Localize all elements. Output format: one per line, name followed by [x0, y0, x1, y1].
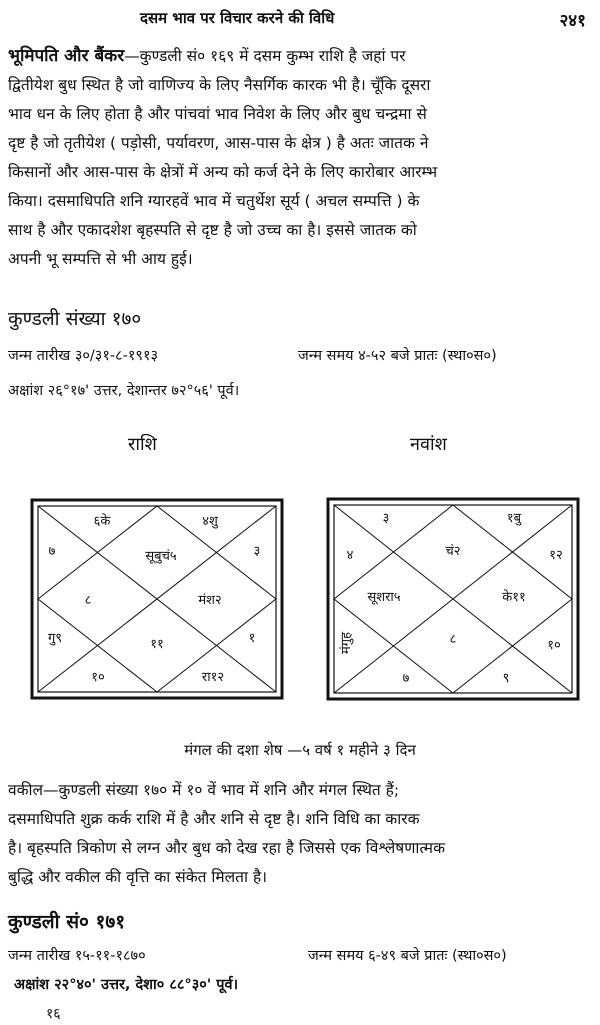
house-cell: ३ — [382, 511, 390, 526]
para-line: द्वितीयेश बुध स्थित है जो वाणिज्य के लिए नैसर्गिक कारक भी है। चूँकि दूसरा — [8, 76, 431, 94]
house-cell: ३ — [253, 544, 261, 559]
coordinates-170: अक्षांश २६°१७' उत्तर, देशान्तर ७२°५६' पूर्व। — [8, 383, 240, 399]
house-cell: ४ — [346, 548, 354, 563]
house-cell: ८ — [84, 593, 92, 608]
kundali-170-heading: कुण्डली संख्या १७० — [8, 308, 142, 330]
dasha-remaining: मंगल की दशा शेष —५ वर्ष १ महीने ३ दिन — [184, 741, 416, 759]
para-line — [8, 42, 590, 71]
page-header — [0, 8, 600, 34]
house-cell: के११ — [502, 590, 526, 605]
house-cell: चं२ — [445, 544, 461, 559]
para-line: भाव धन के लिए होता है और पांचवां भाव निवेश के लिए और बुध चन्द्रमा से — [8, 105, 427, 123]
kundali-171-heading: कुण्डली सं० १७१ — [8, 911, 126, 933]
paragraph-landowner-banker — [8, 42, 590, 274]
house-cell: ७ — [402, 671, 410, 686]
house-cell: १० — [547, 638, 561, 653]
para-line: दसमाधिपति शुक्र कर्क राशि में है और शनि से दृष्ट है। शनि विधि का कारक — [8, 810, 420, 828]
house-cell: १२ — [549, 548, 563, 563]
para-line: साथ है और एकादशेश बृहस्पति से दृष्ट है जो उच्च का है। इससे जातक को — [8, 221, 417, 239]
para-line: दृष्ट है जो तृतीयेश ( पड़ोसी, पर्यावरण, आस-पास के क्षेत्र ) है अतः जातक ने — [8, 134, 429, 152]
house-cell: गु९ — [47, 631, 63, 646]
navamsha-chart — [326, 497, 580, 701]
para-line: है। बृहस्पति त्रिकोण से लग्न और बुध को देख रहा है जिससे एक विश्लेषणात्मक — [8, 839, 445, 857]
house-cell: ७ — [48, 544, 56, 559]
section-lead: वकील — [8, 781, 44, 799]
signature-mark: १६ — [46, 1006, 61, 1022]
birth-date-170: जन्म तारीख ३०/३१-८-१९१३ — [8, 348, 159, 364]
house-cell: ४शु — [202, 514, 218, 529]
rashi-chart — [30, 498, 284, 700]
paragraph-lawyer — [8, 776, 590, 892]
house-cell: ६के — [93, 514, 111, 529]
navamsha-label: नवांश — [410, 434, 447, 455]
para-line — [8, 776, 590, 805]
para-text: —कुण्डली संख्या १७० में १० वें भाव में शनि और मंगल स्थित हैं; — [43, 781, 400, 799]
page-number: २४१ — [559, 11, 586, 31]
house-cell: सूशरा५ — [367, 590, 401, 605]
rashi-label: राशि — [128, 434, 157, 455]
house-cell: मंश२ — [198, 593, 222, 608]
para-line: बुद्धि और वकील की वृत्ति का संकेत मिलता है। — [8, 868, 268, 886]
house-cell: रा१२ — [201, 670, 225, 685]
section-lead: भूमिपति और बैंकर — [8, 46, 125, 66]
birth-date-171: जन्म तारीख १५-११-१८७० — [8, 948, 146, 964]
birth-time-171: जन्म समय ६-४९ बजे प्रातः (स्था०स०) — [308, 948, 507, 964]
house-cell: ११ — [150, 637, 164, 652]
house-cell: मंगुह — [339, 632, 354, 654]
house-cell: १ — [248, 631, 256, 646]
para-line: अपनी भू सम्पत्ति से भी आय हुई। — [8, 250, 193, 268]
coordinates-171: अक्षांश २२°४०' उत्तर, देशा० ८८°३०' पूर्व। — [14, 977, 239, 993]
house-cell: ८ — [449, 632, 457, 647]
birth-time-170: जन्म समय ४-५२ बजे प्रातः (स्था०स०) — [298, 348, 497, 364]
house-cell: १बु — [506, 511, 522, 526]
para-line: किसानों और आस-पास के क्षेत्रों में अन्य को कर्ज देने के लिए कारोबार आरम्भ — [8, 163, 438, 181]
house-cell: ९ — [502, 671, 510, 686]
para-line: किया। दसमाधिपति शनि ग्यारहवें भाव में चतुर्थेश सूर्य ( अचल सम्पत्ति ) के — [8, 192, 420, 210]
para-text: —कुण्डली सं० १६९ में दसम कुम्भ राशि है जहां पर — [124, 47, 406, 65]
running-title: दसम भाव पर विचार करने की विधि — [140, 9, 335, 27]
house-cell: सूबुचं५ — [145, 549, 177, 564]
house-cell: १० — [91, 670, 105, 685]
